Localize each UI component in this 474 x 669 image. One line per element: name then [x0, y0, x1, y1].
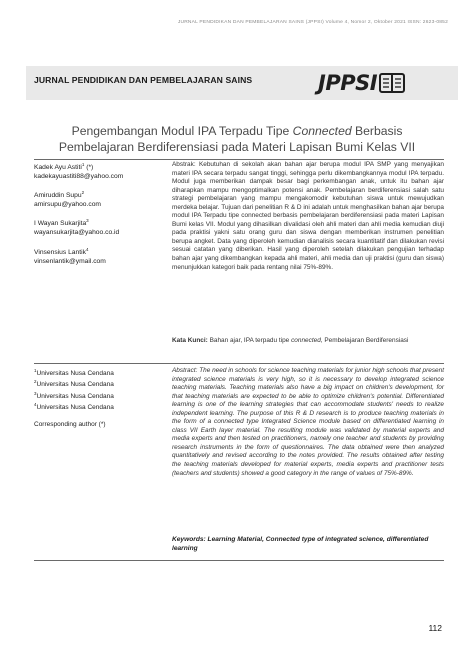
- paper-title: [30, 124, 444, 155]
- bottom-divider: [34, 560, 444, 561]
- abstract-indonesian: Abstrak: Kebutuhan di sekolah akan bahan ajar berupa modul IPA SMP yang menyajikan materi IPA secara terpadu sangat tinggi, sehingga perlu dikembangkannya modul IPA terpadu. Modul juga memberikan dampak besar bagi perkembangan anak, untuk itu bahan ajar diharapkan mampu mengoptimalkan potensi anak. Pembelajaran berdiferensiasi salah satu strategi pembelajaran yang mampu mengakomodir kebutuhan siswa untuk mewujudkan merdeka belajar. Tujuan dari penelitian R & D ini adalah untuk menghasilkan bahan ajar berupa modul IPA Terpadu tipe connected berbasis pembelajaran berdiferensiasi pada materi Lapisan Bumi kelas VII. Modul yang dihasilkan divalidasi oleh ahli materi dan ahli media kemudian diuji pada praktisi yakni satu orang guru dan siswa dengan memberikan instrumen penelitian berupa angket. Data yang diperoleh kemudian dianalisis secara kuantitatif dan dilakukan revisi sesuai catatan yang diberikan. Hasil yang diperoleh setelah dilakukan pengujian terhadap bahan ajar yang dikembangkan kepada ahli materi, ahli media dan uji praktisi (guru dan siswa) menunjukkan kategori baik pada rentang nilai 75%-89%.: [172, 161, 444, 271]
- author-3: I Wayan Sukarjita$^3$ wayansukarjita@yahoo.co.id: [34, 217, 164, 237]
- author-email: amirsupu@yahoo.com: [34, 200, 102, 208]
- affiliation-1: $^1$Universitas Nusa Cendana: [34, 368, 114, 378]
- journal-meta-line: JURNAL PENDIDIKAN DAN PEMBELAJARAN SAINS (JPPSI) Volume 4, Nomor 2, Oktober 2021 ISSN: 2623-0852: [177, 20, 448, 25]
- title-line-2: Pembelajaran Berdiferensiasi pada Materi Lapisan Bumi Kelas VII: [58, 139, 416, 154]
- open-book-icon: [379, 72, 405, 94]
- author-email: wayansukarjita@yahoo.co.id: [34, 228, 120, 236]
- affiliation-2: $^2$Universitas Nusa Cendana: [34, 379, 114, 389]
- author-email: vinsenlantik@ymail.com: [34, 257, 106, 265]
- author-2: Amiruddin Supu$^2$ amirsupu@yahoo.com: [34, 189, 164, 209]
- author-1: Kadek Ayu Astiti$^1$ (*) kadekayuastiti88@yahoo.com: [34, 161, 164, 181]
- author-email: kadekayuastiti88@yahoo.com: [34, 172, 124, 180]
- abstract-english: Abstract: The need in schools for science teaching materials for junior high schools that present integrated science materials is very high, so it is necessary to develop integrated science teaching materials. Teaching materials also have a big impact on children's development, for that teaching materials are expected to be able to optimize children's potential. Differentiated learning is one of the learning strategies that can accommodate students' needs to realize independent learning. The purpose of this R & D research is to produce teaching materials in the form of a connected type Integrated Science module based on differentiated learning in class VII Earth layer material. The resulting module was validated by material experts and media experts and then tested on practitioners, namely one teacher and students by providing research instruments in the form of questionnaires. The data obtained were then analyzed quantitatively and revised according to the notes provided. The results obtained after testing the teaching materials developed for material experts, media experts and practitioner tests (teachers and students) showed a good category in the range of values of 75%-89%.: [172, 367, 444, 477]
- affiliations: [34, 367, 168, 429]
- page-number: 112: [428, 623, 442, 633]
- top-divider: [34, 159, 444, 160]
- keywords-english: Keywords: Learning Material, Connected type of integrated science, differentiated learning: [172, 536, 429, 552]
- author-4: Vinsensius Lantik$^4$ vinsenlantik@ymail.com: [34, 246, 164, 266]
- affiliation-4: $^4$Universitas Nusa Cendana: [34, 402, 114, 412]
- logo-text: JPPSI: [318, 71, 378, 95]
- title-line-1: Pengembangan Modul IPA Terpadu Tipe Connected Berbasis: [71, 124, 403, 138]
- affiliation-3: $^3$Universitas Nusa Cendana: [34, 390, 114, 401]
- corresponding-author: Corresponding author (*): [34, 420, 106, 428]
- journal-logo: [318, 66, 438, 100]
- middle-divider: [34, 363, 444, 364]
- journal-name: JURNAL PENDIDIKAN DAN PEMBELAJARAN SAINS: [34, 75, 253, 85]
- keywords-indonesian: Kata Kunci: Bahan ajar, IPA terpadu tipe connected, Pembelajaran Berdiferensiasi: [172, 337, 409, 344]
